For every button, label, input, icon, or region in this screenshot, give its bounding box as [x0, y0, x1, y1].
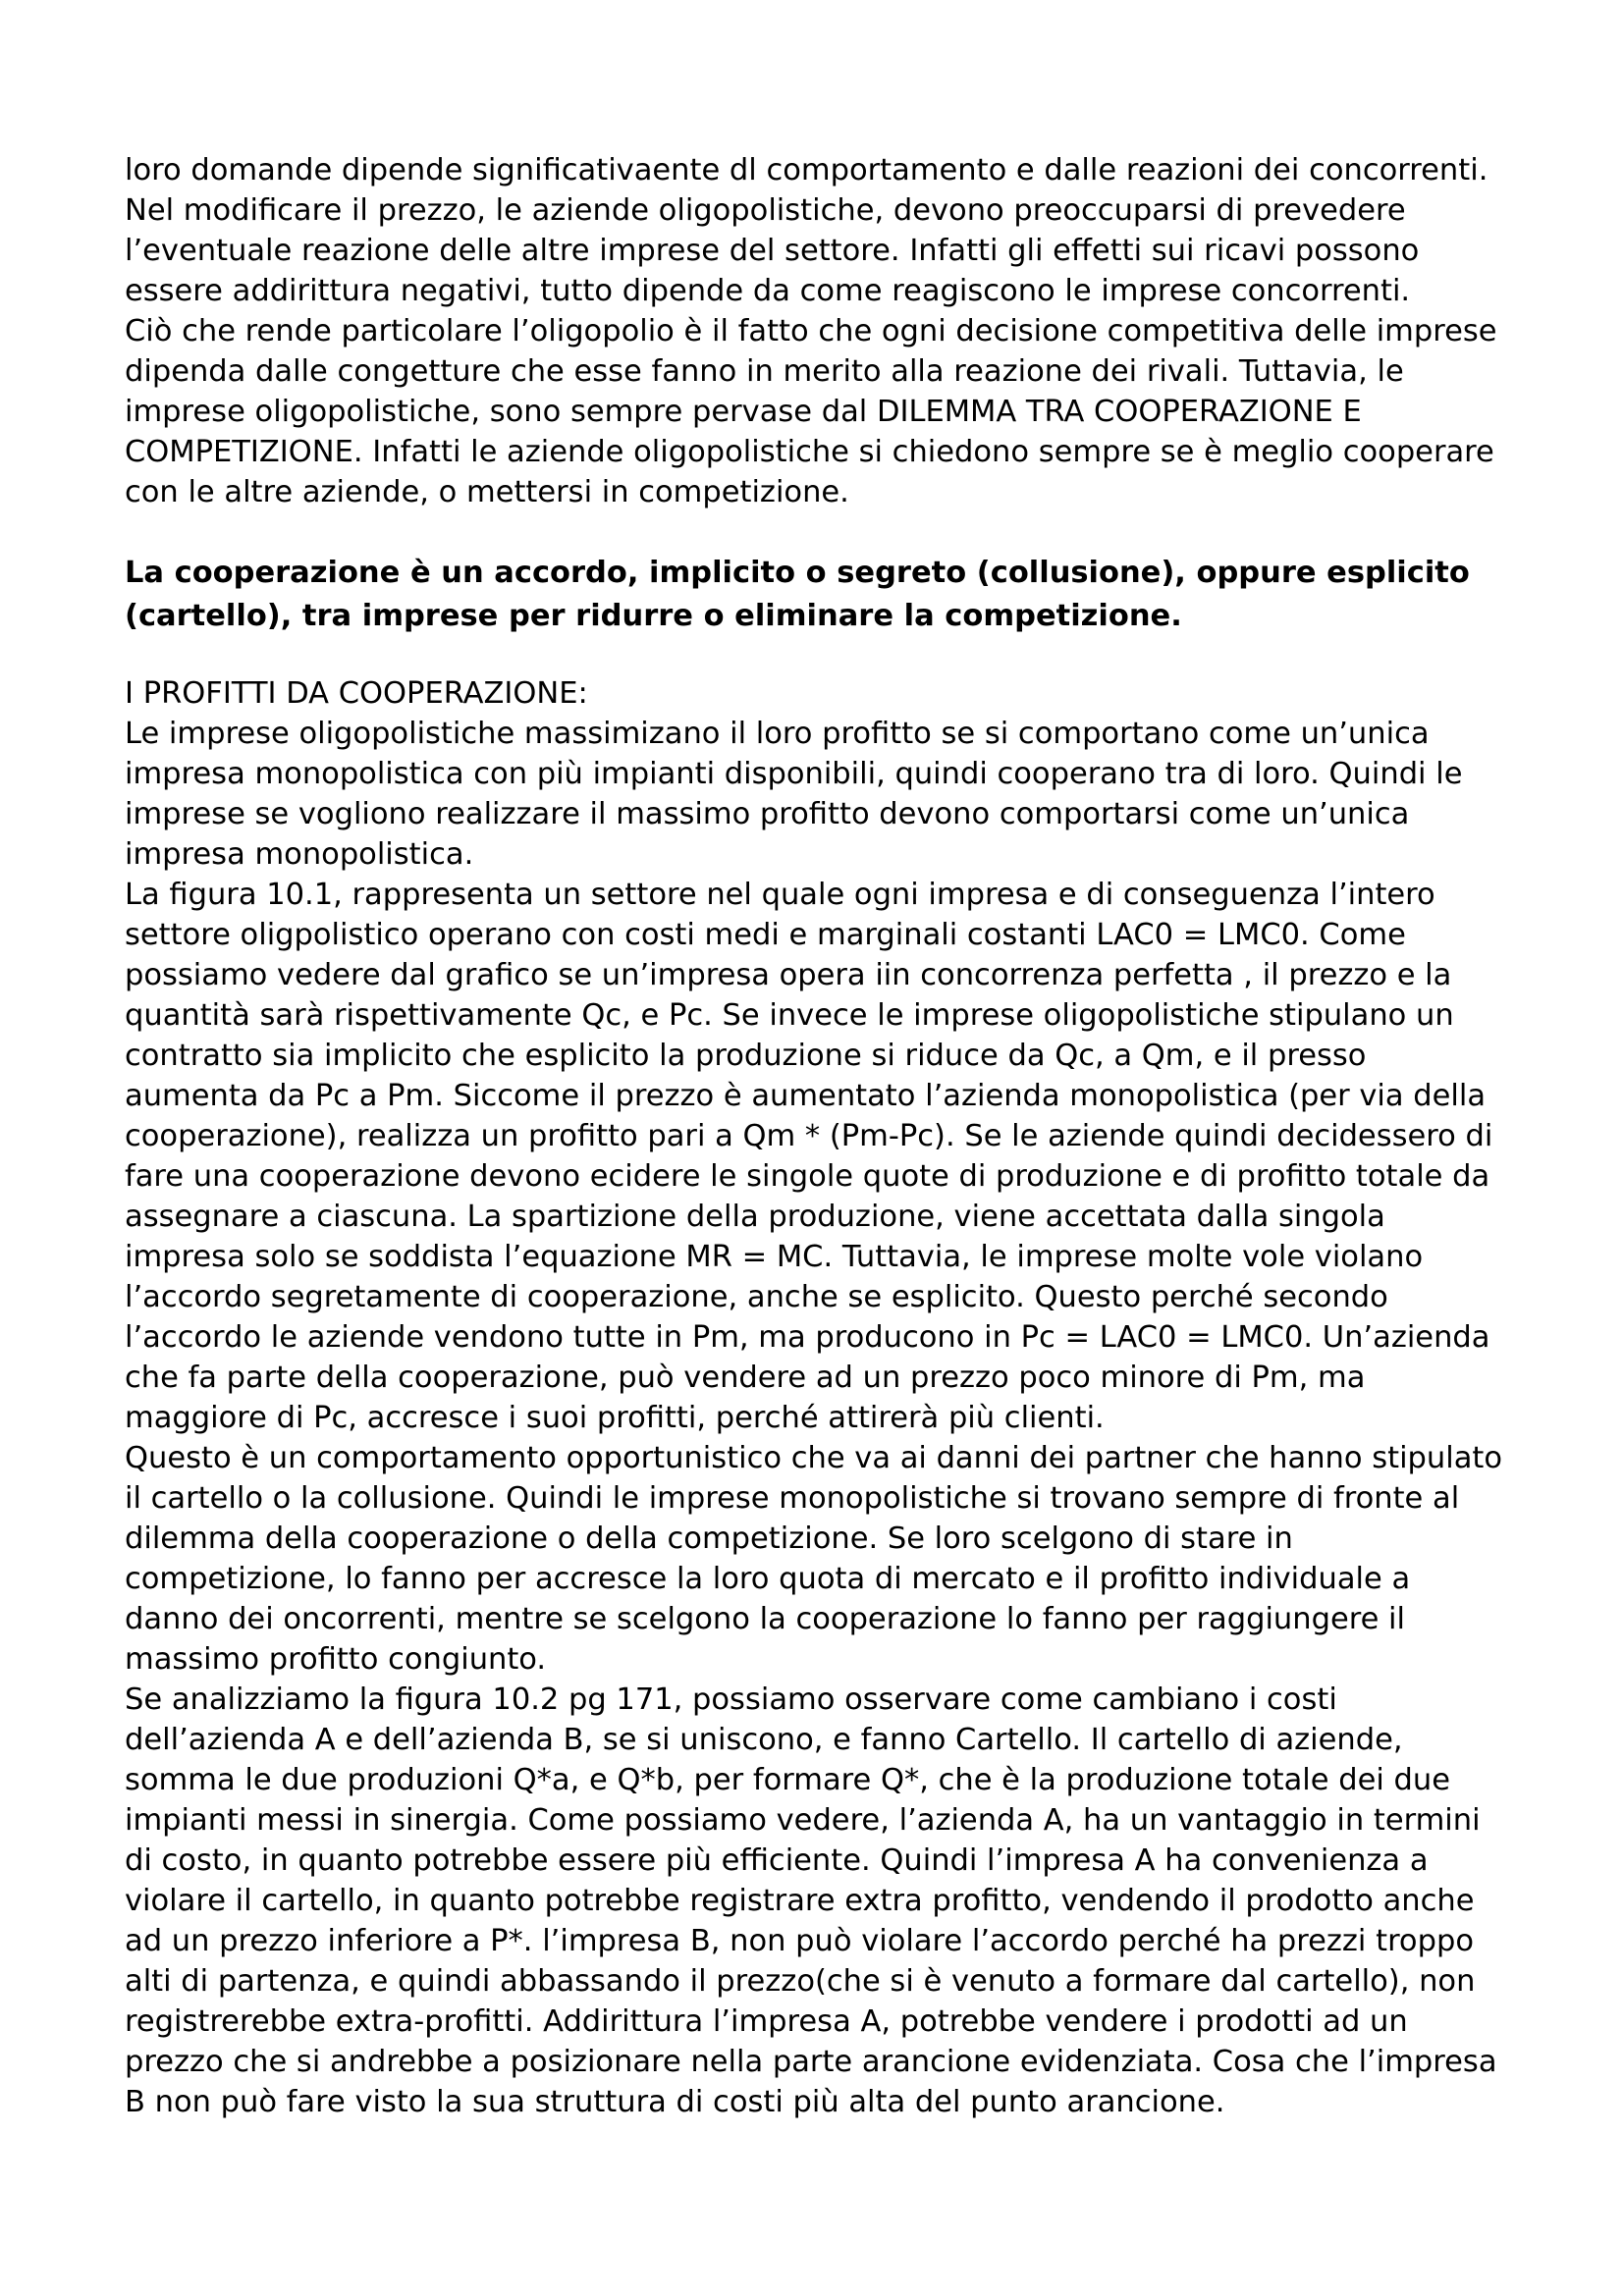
text-line: l’accordo le aziende vendono tutte in Pm, ma producono in Pc = LAC0 = LMC0. Un’azienda	[125, 1320, 1490, 1355]
text-line: cooperazione), realizza un profitto pari a Qm * (Pm-Pc). Se le aziende quindi decidessero di	[125, 1119, 1493, 1153]
text-line: prezzo che si andrebbe a posizionare nella parte arancione evidenziata. Cosa che l’impresa	[125, 2045, 1497, 2079]
text-line: Nel modificare il prezzo, le aziende oligopolistiche, devono preoccuparsi di prevedere	[125, 193, 1406, 228]
text-line: quantità sarà rispettivamente Qc, e Pc. Se invece le imprese oligopolistiche stipulano un	[125, 998, 1454, 1033]
text-line: assegnare a ciascuna. La spartizione della produzione, viene accettata dalla singola	[125, 1200, 1385, 1234]
text-line: con le altre aziende, o mettersi in competizione.	[125, 475, 849, 509]
text-line: di costo, in quanto potrebbe essere più efficiente. Quindi l’impresa A ha convenienza a	[125, 1843, 1429, 1878]
section-heading: I PROFITTI DA COOPERAZIONE:	[125, 676, 588, 711]
text-line: Le imprese oligopolistiche massimizano il loro profitto se si comportano come un’unica	[125, 717, 1430, 751]
text-line: aumenta da Pc a Pm. Siccome il prezzo è aumentato l’azienda monopolistica (per via della	[125, 1079, 1487, 1113]
text-line: violare il cartello, in quanto potrebbe registrare extra profitto, vendendo il prodotto anche	[125, 1884, 1475, 1918]
text-line: dilemma della cooperazione o della competizione. Se loro scelgono di stare in	[125, 1522, 1293, 1556]
text-line: fare una cooperazione devono ecidere le singole quote di produzione e di profitto totale da	[125, 1159, 1490, 1194]
text-line: competizione, lo fanno per accresce la loro quota di mercato e il profitto individuale a	[125, 1562, 1411, 1596]
text-line: somma le due produzioni Q*a, e Q*b, per formare Q*, che è la produzione totale dei due	[125, 1763, 1450, 1797]
text-line: dipenda dalle congetture che esse fanno in merito alla reazione dei rivali. Tuttavia, le	[125, 354, 1404, 389]
text-line: impresa monopolistica.	[125, 837, 474, 872]
text-line: Ciò che rende particolare l’oligopolio è il fatto che ogni decisione competitiva delle imprese	[125, 314, 1497, 348]
text-line: l’accordo segretamente di cooperazione, anche se esplicito. Questo perché secondo	[125, 1280, 1388, 1314]
text-line: impresa monopolistica con più impianti disponibili, quindi cooperano tra di loro. Quindi le	[125, 757, 1463, 791]
text-line: alti di partenza, e quindi abbassando il prezzo(che si è venuto a formare dal cartello), non	[125, 1964, 1476, 1999]
text-line: impianti messi in sinergia. Come possiamo vedere, l’azienda A, ha un vantaggio in termini	[125, 1803, 1481, 1838]
text-line: registrerebbe extra-profitti. Addirittura l’impresa A, potrebbe vendere i prodotti ad un	[125, 2004, 1408, 2039]
text-line: massimo profitto congiunto.	[125, 1642, 547, 1677]
text-line: danno dei oncorrenti, mentre se scelgono la cooperazione lo fanno per raggiungere il	[125, 1602, 1405, 1636]
paragraph-profits	[125, 673, 1502, 2122]
text-line: settore oligpolistico operano con costi medi e marginali costanti LAC0 = LMC0. Come	[125, 918, 1406, 952]
text-line: B non può fare visto la sua struttura di costi più alta del punto arancione.	[125, 2085, 1225, 2119]
text-line: loro domande dipende significativaente dl comportamento e dalle reazioni dei concorrenti.	[125, 153, 1488, 187]
text-line: impresa solo se soddista l’equazione MR = MC. Tuttavia, le imprese molte vole violano	[125, 1240, 1424, 1274]
text-line: imprese se vogliono realizzare il massimo profitto devono comportarsi come un’unica	[125, 797, 1410, 831]
text-line: maggiore di Pc, accresce i suoi profitti, perché attirerà più clienti.	[125, 1401, 1105, 1435]
text-line: Questo è un comportamento opportunistico che va ai danni dei partner che hanno stipulato	[125, 1441, 1503, 1475]
text-line: imprese oligopolistiche, sono sempre pervase dal DILEMMA TRA COOPERAZIONE E	[125, 395, 1362, 429]
paragraph-intro	[125, 150, 1497, 512]
text-line: La figura 10.1, rappresenta un settore nel quale ogni impresa e di conseguenza l’intero	[125, 878, 1435, 912]
text-line: contratto sia implicito che esplicito la produzione si riduce da Qc, a Qm, e il presso	[125, 1039, 1367, 1073]
paragraph-definition	[125, 552, 1470, 638]
text-line: Se analizziamo la figura 10.2 pg 171, possiamo osservare come cambiano i costi	[125, 1682, 1337, 1717]
text-line: dell’azienda A e dell’azienda B, se si uniscono, e fanno Cartello. Il cartello di aziende,	[125, 1723, 1403, 1757]
text-line: l’eventuale reazione delle altre imprese del settore. Infatti gli effetti sui ricavi possono	[125, 234, 1420, 268]
text-line: essere addirittura negativi, tutto dipende da come reagiscono le imprese concorrenti.	[125, 274, 1411, 308]
bold-text-line: La cooperazione è un accordo, implicito o segreto (collusione), oppure esplicito	[125, 556, 1470, 590]
text-line: che fa parte della cooperazione, può vendere ad un prezzo poco minore di Pm, ma	[125, 1361, 1366, 1395]
text-line: il cartello o la collusione. Quindi le imprese monopolistiche si trovano sempre di fronte al	[125, 1481, 1460, 1516]
bold-text-line: (cartello), tra imprese per ridurre o eliminare la competizione.	[125, 599, 1182, 633]
text-line: COMPETIZIONE. Infatti le aziende oligopolistiche si chiedono sempre se è meglio cooperare	[125, 435, 1494, 469]
text-line: ad un prezzo inferiore a P*. l’impresa B, non può violare l’accordo perché ha prezzi troppo	[125, 1924, 1474, 1958]
text-line: possiamo vedere dal grafico se un’impresa opera iin concorrenza perfetta , il prezzo e la	[125, 958, 1452, 992]
